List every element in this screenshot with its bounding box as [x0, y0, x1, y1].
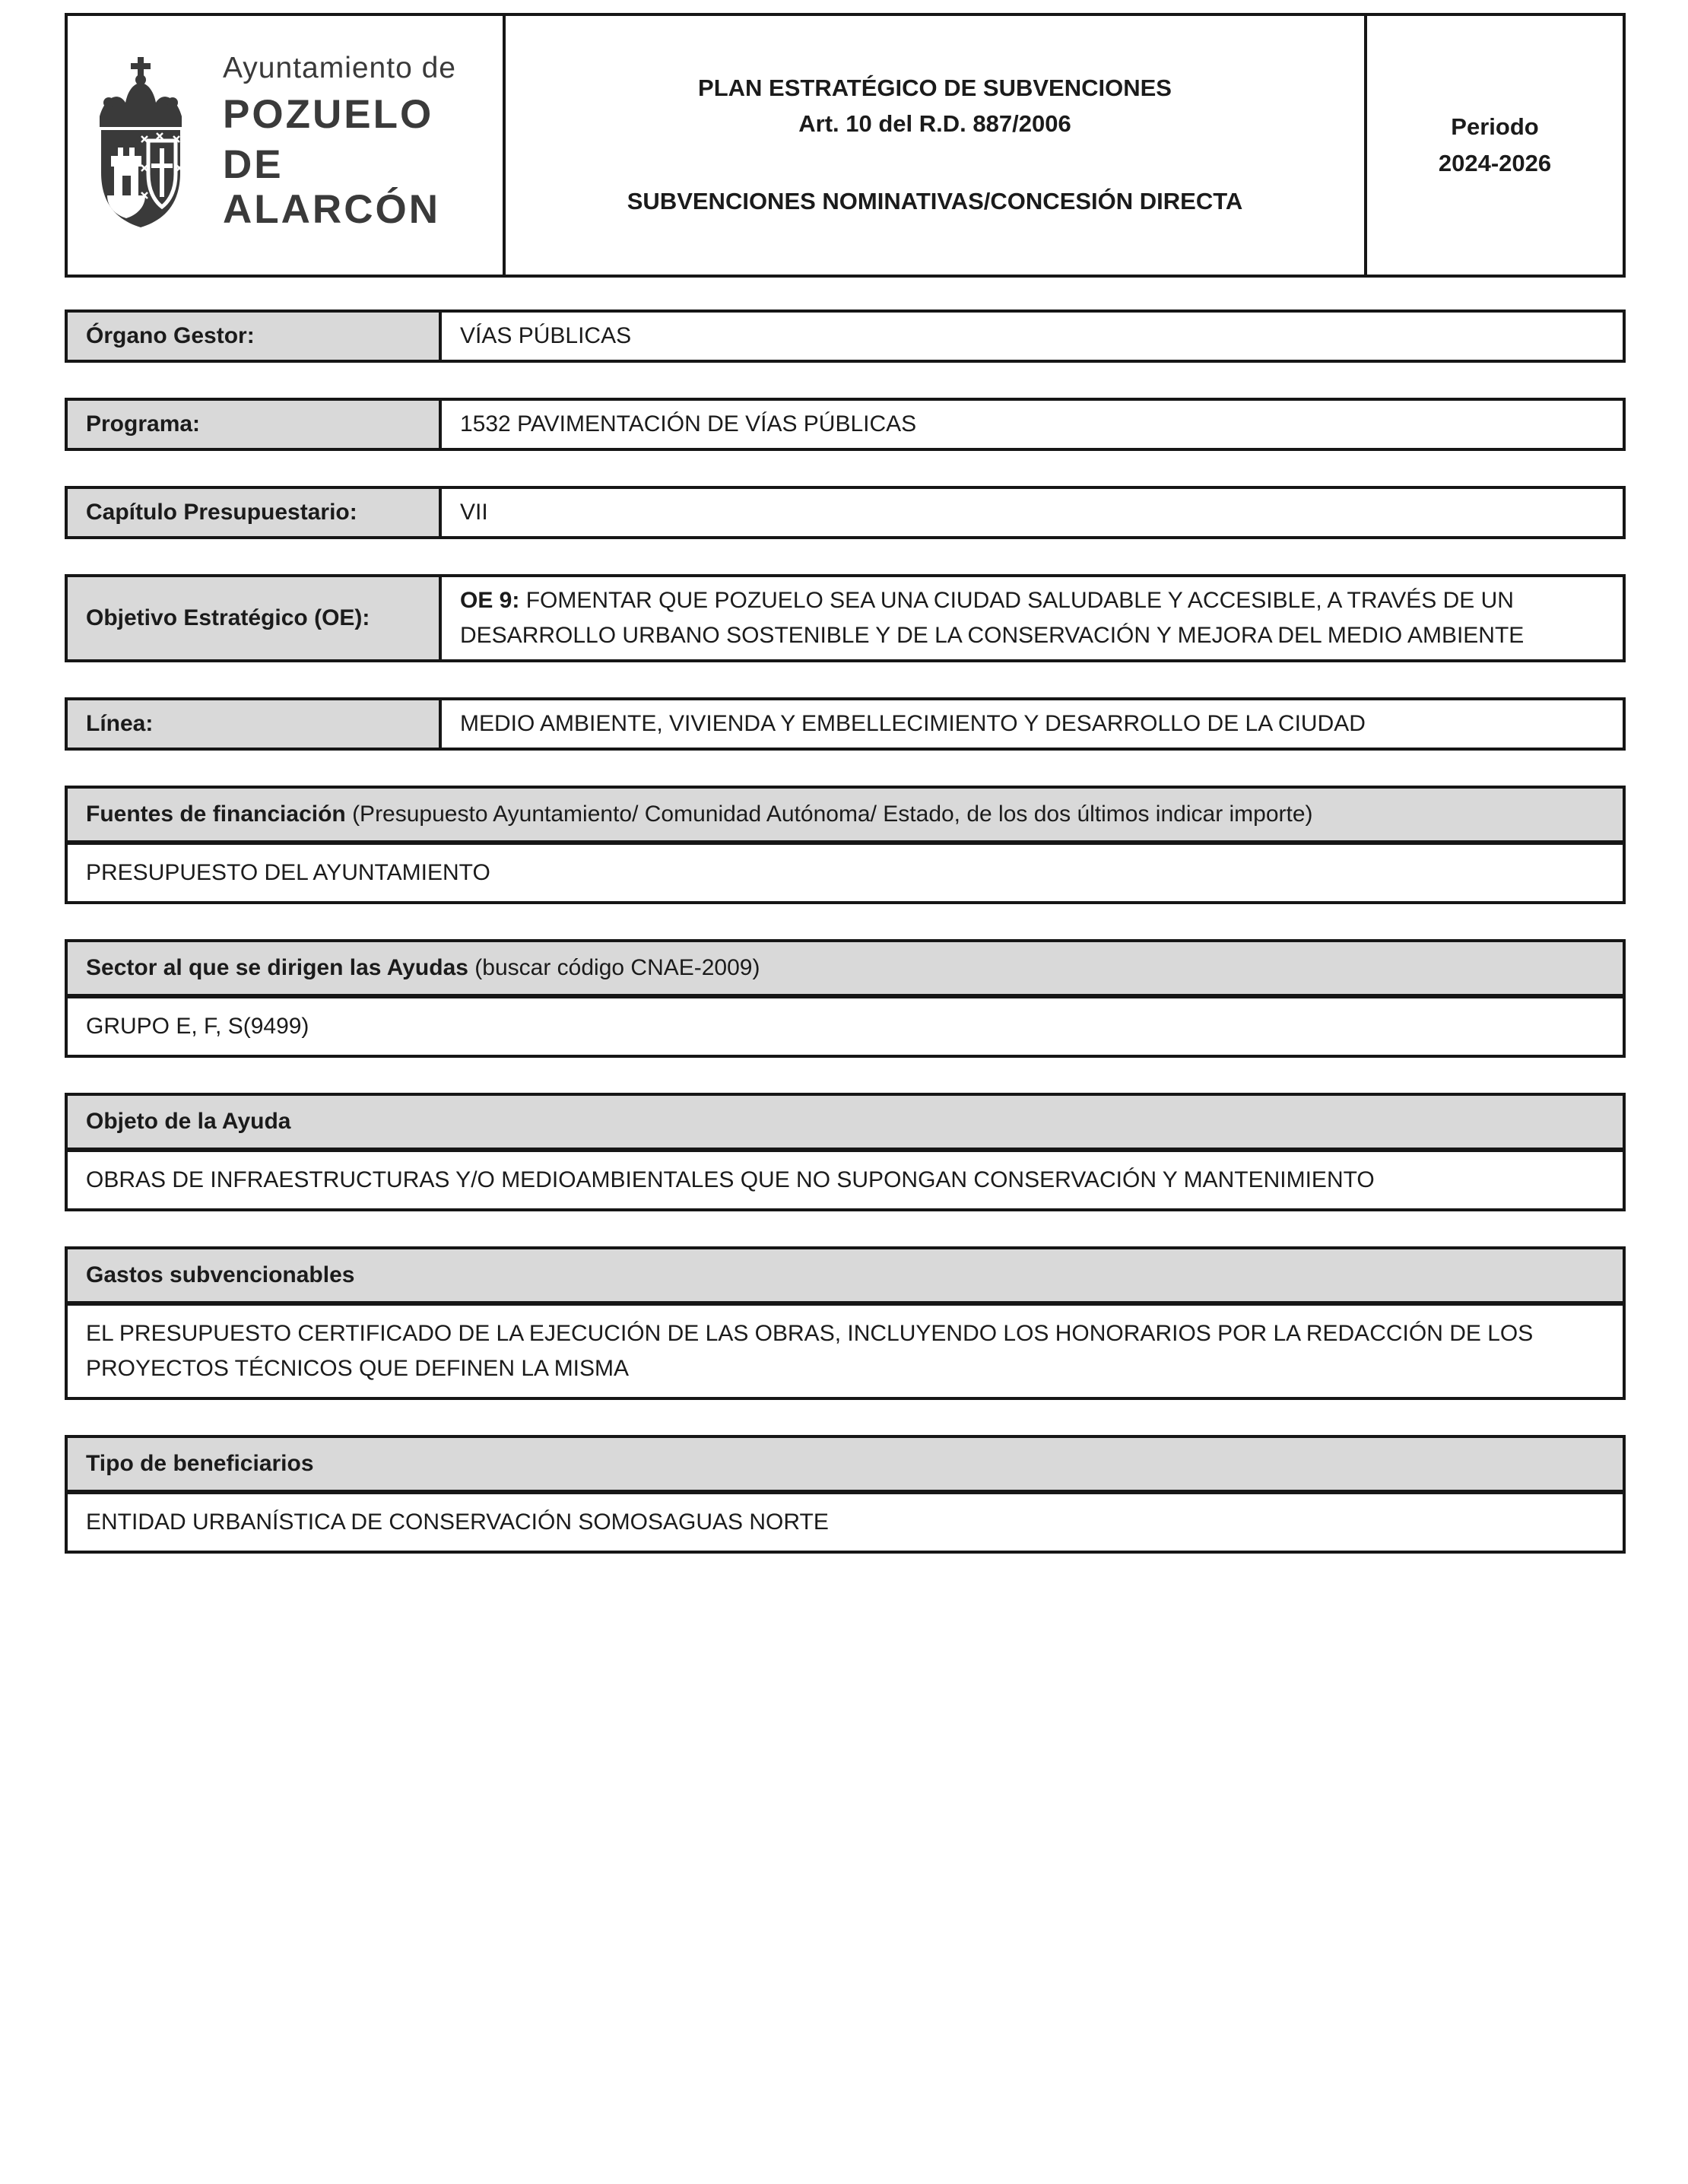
field-value-body: MEDIO AMBIENTE, VIVIENDA Y EMBELLECIMIENTO Y DESARROLLO DE LA CIUDAD [460, 711, 1366, 736]
field-row-programa [65, 398, 1626, 451]
section-body: GRUPO E, F, S(9499) [86, 1014, 309, 1039]
section-header [68, 1249, 1623, 1306]
field-row-linea [65, 697, 1626, 751]
section-objeto-ayuda [65, 1093, 1626, 1211]
header-period-cell [1367, 16, 1623, 275]
pozuelo-crest-icon [90, 57, 191, 233]
section-title: Sector al que se dirigen las Ayudas [86, 955, 468, 980]
header [65, 13, 1626, 278]
document-title: PLAN ESTRATÉGICO DE SUBVENCIONES [698, 75, 1172, 102]
field-row-capitulo-presupuestario [65, 486, 1626, 539]
section-body: OBRAS DE INFRAESTRUCTURAS Y/O MEDIOAMBIENTALES QUE NO SUPONGAN CONSERVACIÓN Y MANTENIMIENTO [86, 1167, 1375, 1192]
section-fuentes-financiacion [65, 786, 1626, 904]
field-label: Línea: [68, 700, 442, 748]
field-value [442, 401, 1623, 448]
field-value-text [460, 319, 631, 354]
logo-cell [68, 16, 506, 275]
field-value-body: FOMENTAR QUE POZUELO SEA UNA CIUDAD SALUDABLE Y ACCESIBLE, A TRAVÉS DE UN DESARROLLO URBANO SOSTENIBLE Y DE LA CONSERVACIÓN Y MEJORA DEL MEDIO AMBIENTE [460, 588, 1525, 648]
section-tipo-beneficiarios [65, 1435, 1626, 1554]
field-label: Objetivo Estratégico (OE): [68, 577, 442, 659]
logo-line-1: Ayuntamiento de [223, 52, 456, 85]
section-header [68, 1096, 1623, 1152]
field-value-body: 1532 PAVIMENTACIÓN DE VÍAS PÚBLICAS [460, 411, 917, 436]
logo-wordmark [223, 52, 503, 238]
section-header [68, 942, 1623, 998]
field-value [442, 489, 1623, 536]
field-label: Capítulo Presupuestario: [68, 489, 442, 536]
period-value: 2024-2026 [1438, 150, 1552, 176]
section-title: Fuentes de financiación [86, 802, 346, 827]
field-value-prefix: OE 9: [460, 588, 520, 613]
field-value-text [460, 407, 916, 442]
document-title-line3: SUBVENCIONES NOMINATIVAS/CONCESIÓN DIRECTA [627, 188, 1243, 215]
section-title: Gastos subvencionables [86, 1262, 355, 1287]
logo-line-3: DE ALARCÓN [223, 142, 440, 232]
logo-line-2: POZUELO [223, 92, 434, 137]
section-note: (Presupuesto Ayuntamiento/ Comunidad Autónoma/ Estado, de los dos últimos indicar importe) [345, 802, 1313, 827]
section-title: Tipo de beneficiarios [86, 1451, 314, 1476]
section-body: ENTIDAD URBANÍSTICA DE CONSERVACIÓN SOMOSAGUAS NORTE [86, 1509, 829, 1535]
field-value-text [460, 706, 1366, 741]
field-value-text [460, 495, 488, 530]
field-row-organo-gestor [65, 310, 1626, 363]
field-value [442, 700, 1623, 748]
section-title: Objeto de la Ayuda [86, 1109, 291, 1134]
section-note: (buscar código CNAE-2009) [468, 955, 760, 980]
section-body: EL PRESUPUESTO CERTIFICADO DE LA EJECUCIÓN DE LAS OBRAS, INCLUYENDO LOS HONORARIOS POR LA REDACCIÓN DE LOS PROYECTOS TÉCNICOS QUE DEFINEN LA MISMA [86, 1321, 1534, 1381]
field-value-text [460, 583, 1604, 653]
field-value [442, 577, 1623, 659]
section-header [68, 789, 1623, 845]
field-label: Programa: [68, 401, 442, 448]
document-subtitle: Art. 10 del R.D. 887/2006 [798, 110, 1071, 137]
period-label: Periodo [1451, 113, 1539, 140]
header-title-cell [506, 16, 1367, 275]
section-gastos-subvencionables [65, 1246, 1626, 1400]
header-title-top [698, 71, 1172, 141]
section-sector-ayudas [65, 939, 1626, 1058]
section-body: PRESUPUESTO DEL AYUNTAMIENTO [86, 860, 490, 885]
field-row-objetivo-estrategico [65, 574, 1626, 662]
section-header [68, 1438, 1623, 1494]
field-label: Órgano Gestor: [68, 313, 442, 360]
field-value-body: VII [460, 500, 488, 525]
field-value [442, 313, 1623, 360]
field-value-body: VÍAS PÚBLICAS [460, 323, 632, 348]
